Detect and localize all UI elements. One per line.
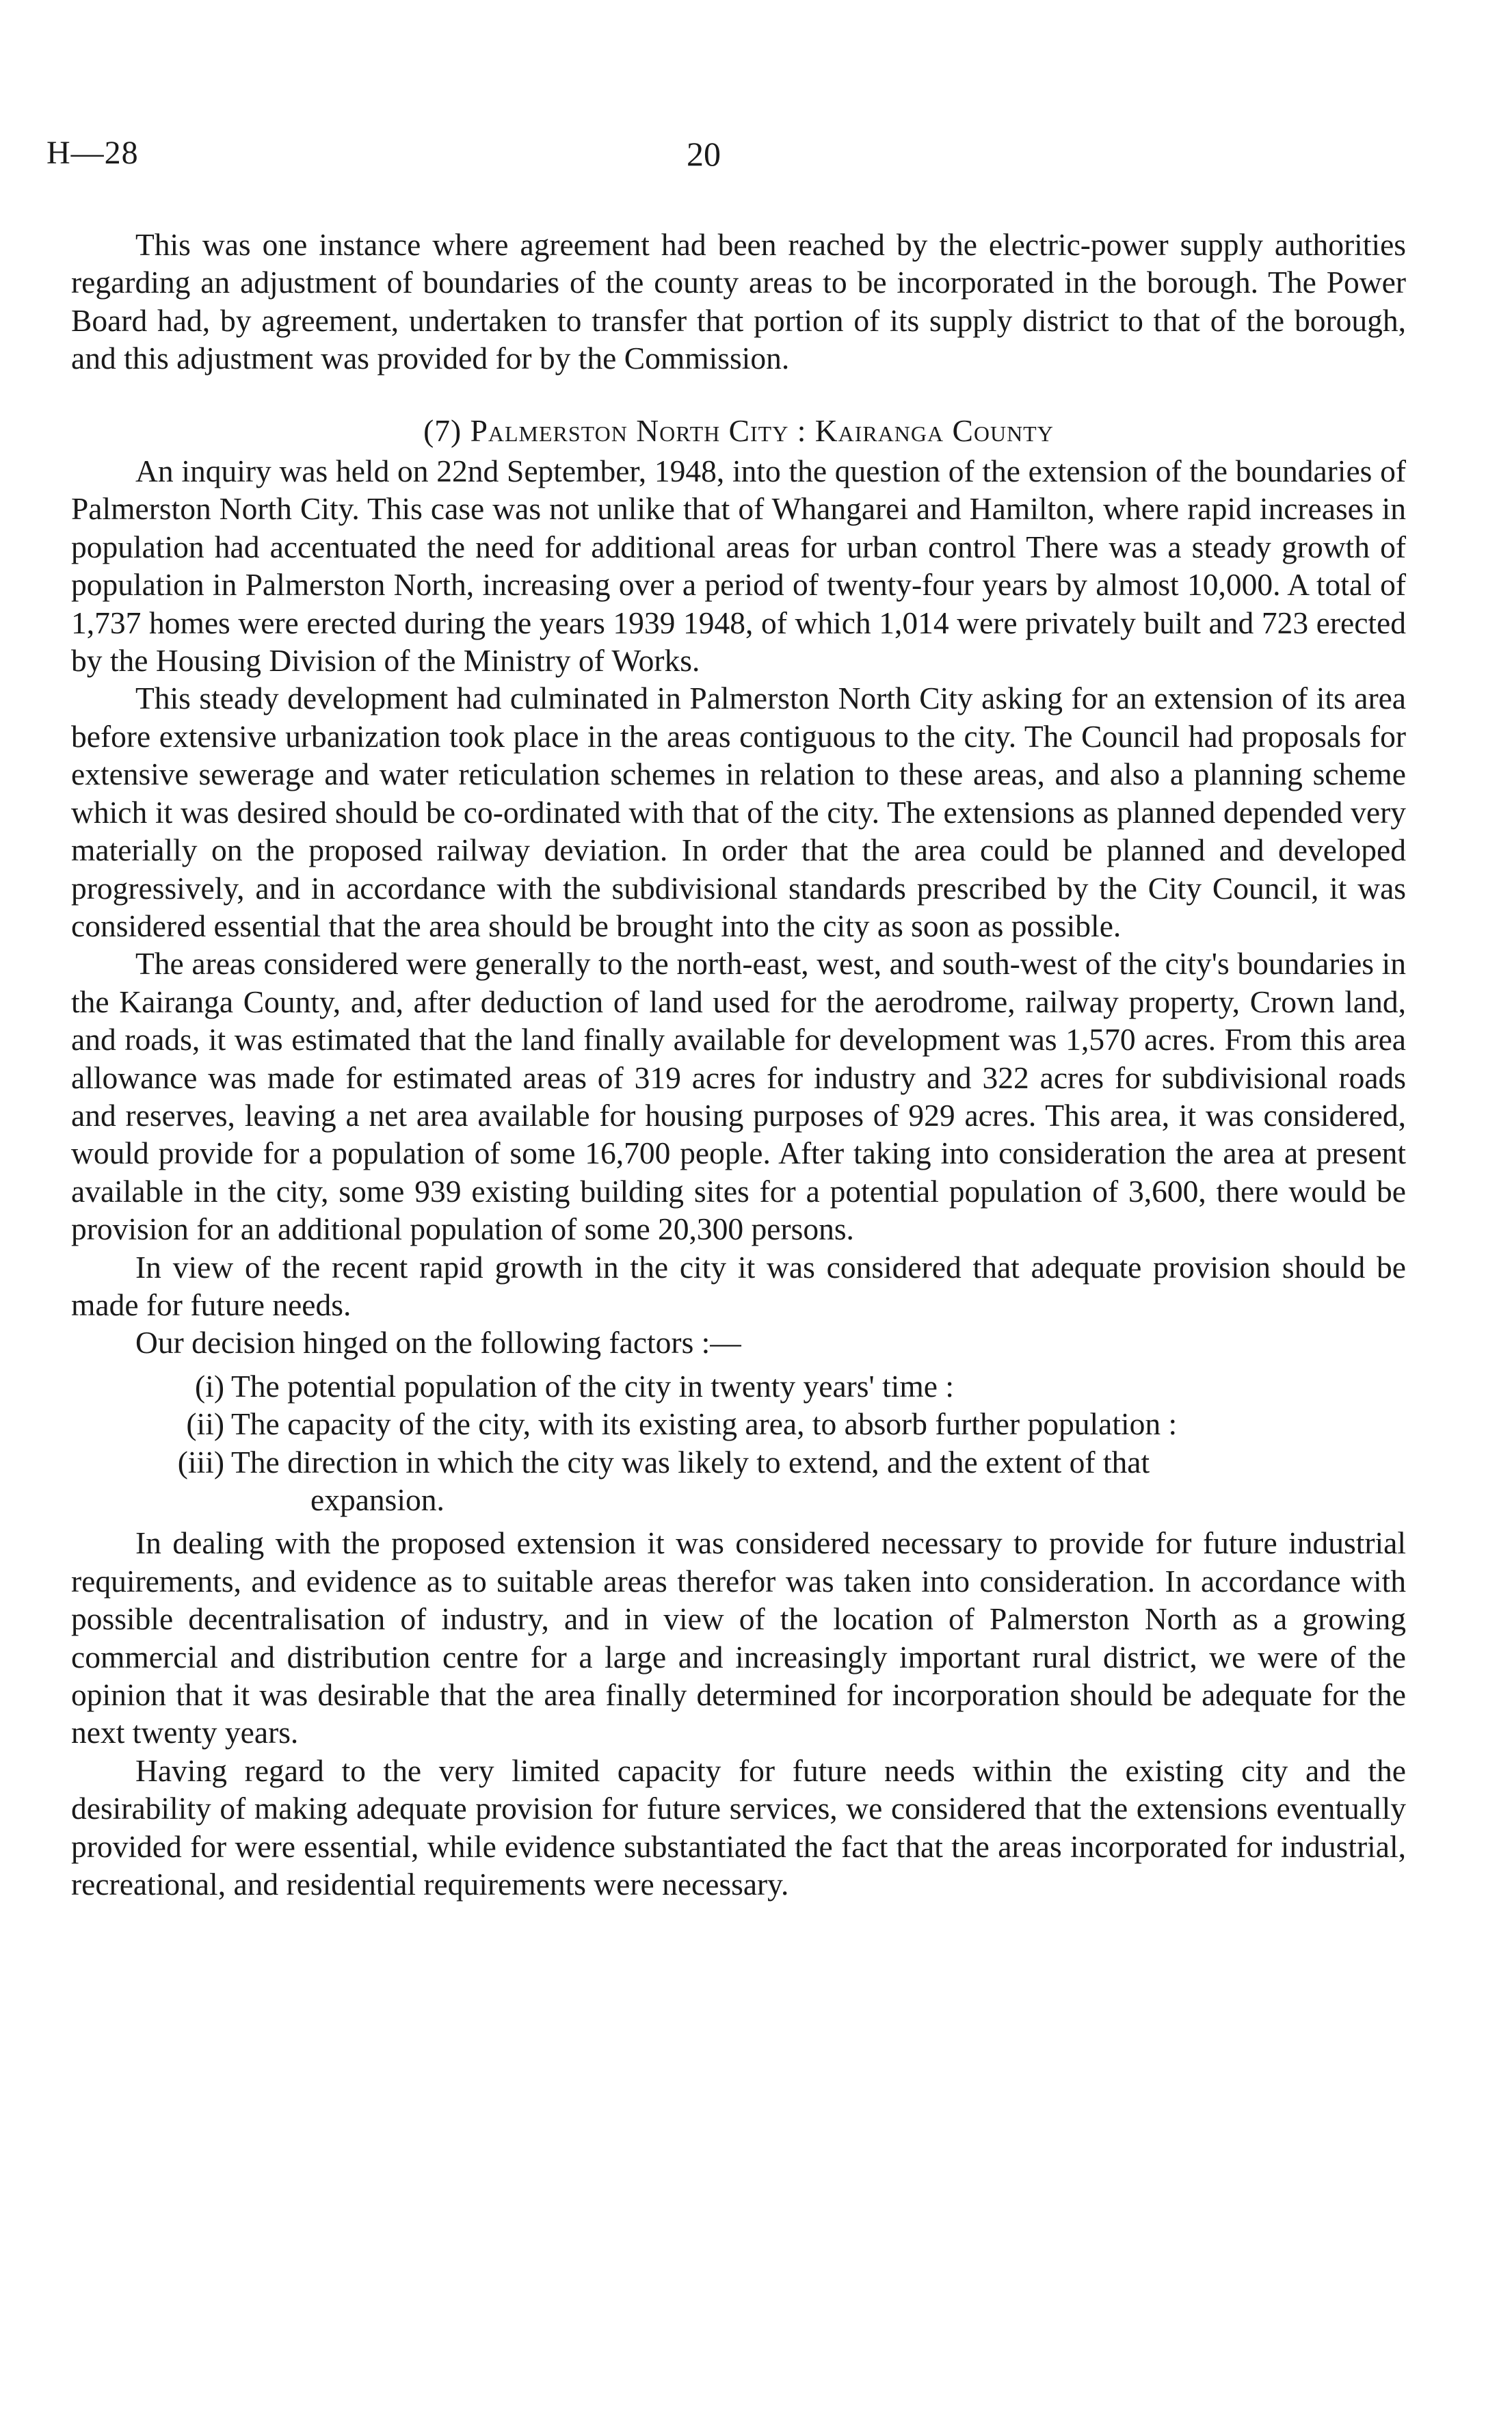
factor-item <box>71 1443 1406 1481</box>
factor-number: (iii) <box>177 1444 224 1480</box>
factor-number: (i) <box>195 1368 224 1404</box>
factor-item-continuation <box>71 1481 1406 1519</box>
section-heading: (7) Palmerston North City : Kairanga County <box>423 412 1054 448</box>
factor-item <box>71 1367 1406 1405</box>
page-code: H—28 <box>47 135 139 171</box>
paragraph-industrial: In dealing with the proposed extension it was considered necessary to provide for future industrial requirements, and evidence as to suitable areas therefor was taken into consideration. In accordance with possible decentralisation of industry, and in view of the location of Palmerston North as a growing commercial and distribution centre for a large and increasingly important rural district, we were of the opinion that it was desirable that the area finally determined for incorporation should be adequate for the next twenty years. <box>71 1525 1406 1750</box>
paragraph-decision: Our decision hinged on the following factors :— <box>135 1325 741 1361</box>
paragraph-inquiry: An inquiry was held on 22nd September, 1948, into the question of the extension of the boundaries of Palmerston North City. This case was not unlike that of Whangarei and Hamilton, where rapid increases in population had accentuated the need for additional areas for urban control There was a steady growth of population in Palmerston North, increasing over a period of twenty-four years by almost 10,000. A total of 1,737 homes were erected during the years 1939 1948, of which 1,014 were privately built and 723 erected by the Housing Division of the Ministry of Works. <box>71 454 1406 679</box>
document-body <box>71 226 1406 1903</box>
paragraph-conclusion: Having regard to the very limited capacity for future needs within the existing city and the desirability of making adequate provision for future services, we considered that the extensions eventually provided for were essential, while evidence substantiated the fact that the areas incorporated for industrial, recreational, and residential requirements were necessary. <box>71 1752 1406 1902</box>
page-number: 20 <box>687 135 721 173</box>
factor-text: The potential population of the city in twenty years' time : <box>231 1368 954 1404</box>
paragraph-areas: The areas considered were generally to the north-east, west, and south-west of the city's boundaries in the Kairanga County, and, after deduction of land used for the aerodrome, railway property, Crown land, and roads, it was estimated that the land finally available for development was 1,570 acres. From this area allowance was made for estimated areas of 319 acres for industry and 322 acres for subdivisional roads and reserves, leaving a net area available for housing purposes of 929 acres. This area, it was considered, would provide for a population of some 16,700 people. After taking into consideration the area at present available in the city, some 939 existing building sites for a potential population of 3,600, there would be provision for an additional population of some 20,300 persons. <box>71 946 1406 1247</box>
paragraph-growth: In view of the recent rapid growth in the city it was considered that adequate provision should be made for future needs. <box>71 1249 1406 1322</box>
factor-number: (ii) <box>186 1406 224 1442</box>
paragraph-power-board: This was one instance where agreement had been reached by the electric-power supply authorities regarding an adjustment of boundaries of the county areas to be incorporated in the borough. The Power Board had, by agreement, undertaken to transfer that portion of its supply district to that of the borough, and this adjustment was provided for by the Commission. <box>71 227 1406 376</box>
factor-text: The direction in which the city was likely to extend, and the extent of that <box>231 1444 1150 1480</box>
factor-item <box>71 1405 1406 1443</box>
paragraph-development: This steady development had culminated in Palmerston North City asking for an extension of its area before extensive urbanization took place in the areas contiguous to the city. The Council had proposals for extensive sewerage and water reticulation schemes in relation to these areas, and also a planning scheme which it was desired should be co-ordinated with that of the city. The extensions as planned depended very materially on the proposed railway deviation. In order that the area could be planned and developed progressively, and in accordance with the subdivisional standards prescribed by the City Council, it was considered essential that the area should be brought into the city as soon as possible. <box>71 681 1406 943</box>
factor-text-continuation: expansion. <box>310 1482 445 1517</box>
factor-text: The capacity of the city, with its existing area, to absorb further population : <box>231 1406 1178 1442</box>
